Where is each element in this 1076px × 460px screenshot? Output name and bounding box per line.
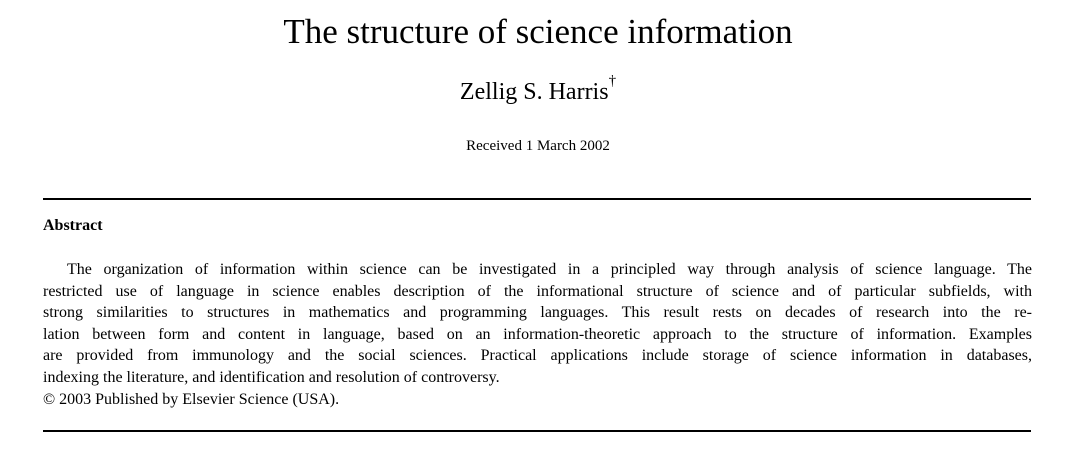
abstract-body	[43, 259, 1032, 410]
received-date: Received 1 March 2002	[466, 138, 610, 154]
abstract-heading: Abstract	[43, 217, 103, 234]
author-line	[0, 73, 1076, 108]
abstract-line: are provided from immunology and the social sciences. Practical applications include storage of science information in databases,	[43, 347, 1032, 365]
author-name: Zellig S. Harris	[459, 79, 609, 105]
abstract-line: The organization of information within science can be investigated in a principled way through analysis of science language. The	[67, 261, 1032, 278]
abstract-line: indexing the literature, and identification and resolution of controversy.	[43, 368, 500, 386]
abstract-line: strong similarities to structures in mathematics and programming languages. This result rests on decades of research into the re-	[43, 304, 1032, 322]
bottom-divider	[43, 430, 1031, 432]
abstract-line: restricted use of language in science enables description of the informational structure of science and of particular subfields, with	[43, 282, 1032, 300]
copyright-notice: © 2003 Published by Elsevier Science (USA).	[43, 390, 340, 408]
top-divider	[43, 198, 1031, 200]
paper-title: The structure of science information	[283, 12, 793, 51]
abstract-line: lation between form and content in language, based on an information-theoretic approach to the structure of information. Examples	[43, 325, 1032, 343]
author-footnote-mark: †	[608, 73, 617, 89]
